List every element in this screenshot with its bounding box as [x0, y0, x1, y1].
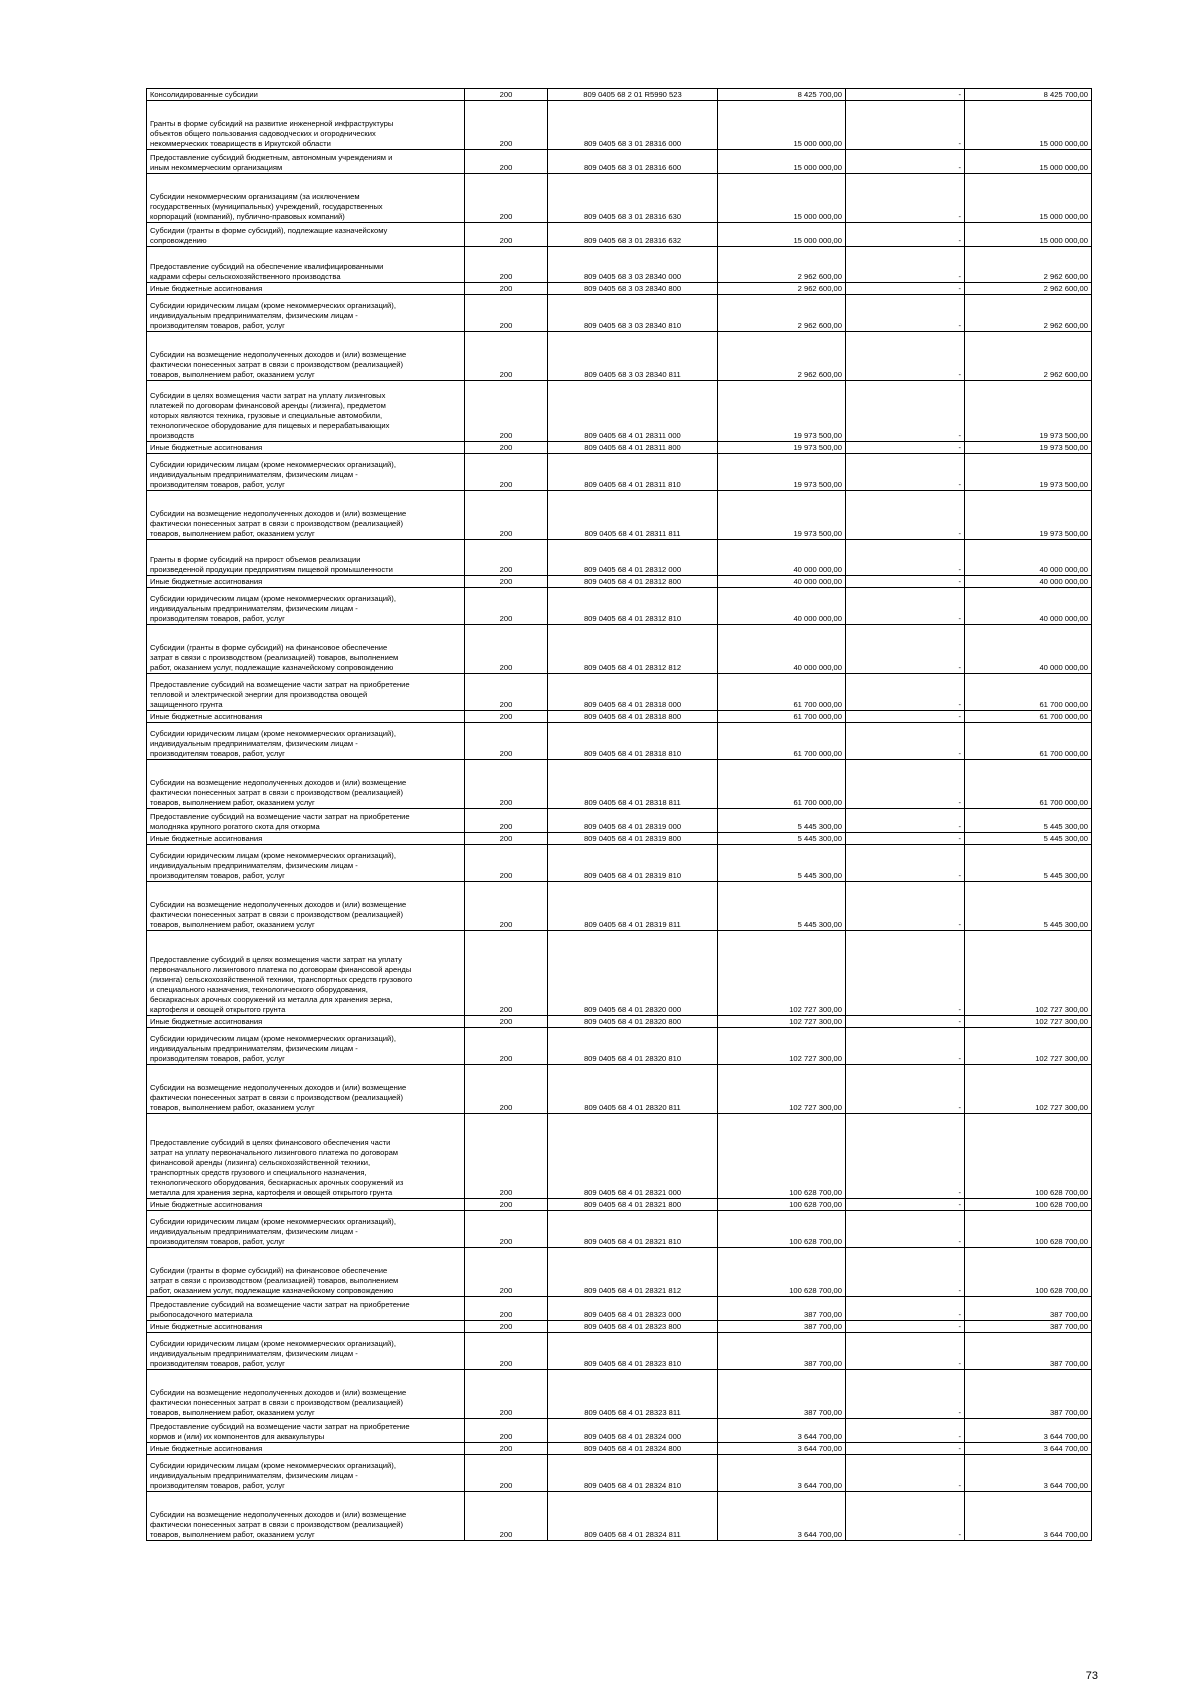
cell-line-code: 200	[465, 1321, 548, 1333]
cell-unexecuted-amount: 15 000 000,00	[965, 101, 1092, 150]
table-row	[147, 845, 1092, 882]
cell-unexecuted-amount: 387 700,00	[965, 1370, 1092, 1419]
cell-approved-amount: 102 727 300,00	[718, 931, 846, 1016]
cell-budget-classification-code: 809 0405 68 4 01 28321 810	[548, 1211, 718, 1248]
table-row	[147, 760, 1092, 809]
cell-budget-classification-code: 809 0405 68 4 01 28312 812	[548, 625, 718, 674]
cell-executed-amount: -	[846, 295, 965, 332]
cell-executed-amount: -	[846, 760, 965, 809]
cell-unexecuted-amount: 61 700 000,00	[965, 723, 1092, 760]
cell-name: Субсидии на возмещение недополученных доходов и (или) возмещение фактически понесенных затрат в связи с производством (реализацией) товаров, выполнением работ, оказанием услуг	[147, 1492, 465, 1541]
cell-approved-amount: 100 628 700,00	[718, 1248, 846, 1297]
cell-approved-amount: 61 700 000,00	[718, 674, 846, 711]
cell-approved-amount: 2 962 600,00	[718, 283, 846, 295]
cell-line-code: 200	[465, 1455, 548, 1492]
cell-line-code: 200	[465, 1114, 548, 1199]
cell-executed-amount: -	[846, 845, 965, 882]
table-row	[147, 931, 1092, 1016]
cell-line-code: 200	[465, 332, 548, 381]
cell-name: Субсидии на возмещение недополученных доходов и (или) возмещение фактически понесенных затрат в связи с производством (реализацией) товаров, выполнением работ, оказанием услуг	[147, 760, 465, 809]
cell-unexecuted-amount: 387 700,00	[965, 1321, 1092, 1333]
cell-line-code: 200	[465, 833, 548, 845]
table-row	[147, 247, 1092, 283]
cell-executed-amount: -	[846, 1016, 965, 1028]
cell-unexecuted-amount: 40 000 000,00	[965, 588, 1092, 625]
cell-line-code: 200	[465, 381, 548, 442]
cell-budget-classification-code: 809 0405 68 4 01 28318 810	[548, 723, 718, 760]
cell-line-code: 200	[465, 1419, 548, 1443]
table-row	[147, 295, 1092, 332]
table-row	[147, 381, 1092, 442]
cell-unexecuted-amount: 102 727 300,00	[965, 931, 1092, 1016]
cell-line-code: 200	[465, 809, 548, 833]
cell-budget-classification-code: 809 0405 68 2 01 R5990 523	[548, 89, 718, 101]
table-row	[147, 1199, 1092, 1211]
cell-unexecuted-amount: 102 727 300,00	[965, 1016, 1092, 1028]
cell-executed-amount: -	[846, 588, 965, 625]
cell-line-code: 200	[465, 174, 548, 223]
table-row	[147, 174, 1092, 223]
cell-executed-amount: -	[846, 1248, 965, 1297]
cell-executed-amount: -	[846, 674, 965, 711]
cell-budget-classification-code: 809 0405 68 4 01 28319 800	[548, 833, 718, 845]
cell-line-code: 200	[465, 845, 548, 882]
cell-name: Субсидии юридическим лицам (кроме некоммерческих организаций), индивидуальным предпринимателям, физическим лицам - производителям товаров, работ, услуг	[147, 588, 465, 625]
cell-executed-amount: -	[846, 625, 965, 674]
table-row	[147, 1492, 1092, 1541]
cell-line-code: 200	[465, 931, 548, 1016]
cell-unexecuted-amount: 3 644 700,00	[965, 1492, 1092, 1541]
table-row	[147, 576, 1092, 588]
cell-approved-amount: 102 727 300,00	[718, 1016, 846, 1028]
cell-name: Иные бюджетные ассигнования	[147, 711, 465, 723]
cell-unexecuted-amount: 15 000 000,00	[965, 150, 1092, 174]
table-row	[147, 882, 1092, 931]
cell-executed-amount: -	[846, 1443, 965, 1455]
cell-unexecuted-amount: 3 644 700,00	[965, 1443, 1092, 1455]
cell-approved-amount: 2 962 600,00	[718, 332, 846, 381]
cell-line-code: 200	[465, 150, 548, 174]
cell-budget-classification-code: 809 0405 68 4 01 28318 811	[548, 760, 718, 809]
cell-approved-amount: 3 644 700,00	[718, 1419, 846, 1443]
cell-budget-classification-code: 809 0405 68 3 03 28340 800	[548, 283, 718, 295]
cell-name: Субсидии юридическим лицам (кроме некоммерческих организаций), индивидуальным предпринимателям, физическим лицам - производителям товаров, работ, услуг	[147, 1333, 465, 1370]
cell-name: Субсидии юридическим лицам (кроме некоммерческих организаций), индивидуальным предпринимателям, физическим лицам - производителям товаров, работ, услуг	[147, 295, 465, 332]
cell-name: Субсидии на возмещение недополученных доходов и (или) возмещение фактически понесенных затрат в связи с производством (реализацией) товаров, выполнением работ, оказанием услуг	[147, 1370, 465, 1419]
cell-line-code: 200	[465, 1443, 548, 1455]
budget-execution-table	[146, 88, 1092, 1541]
table-row	[147, 1370, 1092, 1419]
cell-name: Иные бюджетные ассигнования	[147, 833, 465, 845]
cell-unexecuted-amount: 5 445 300,00	[965, 882, 1092, 931]
cell-executed-amount: -	[846, 1297, 965, 1321]
cell-name: Предоставление субсидий на возмещение части затрат на приобретение тепловой и электрической энергии для производства овощей защищенного грунта	[147, 674, 465, 711]
cell-budget-classification-code: 809 0405 68 4 01 28321 812	[548, 1248, 718, 1297]
cell-unexecuted-amount: 8 425 700,00	[965, 89, 1092, 101]
cell-name: Гранты в форме субсидий на прирост объемов реализации произведенной продукции предприятиям пищевой промышленности	[147, 540, 465, 576]
cell-approved-amount: 102 727 300,00	[718, 1028, 846, 1065]
cell-approved-amount: 40 000 000,00	[718, 576, 846, 588]
cell-budget-classification-code: 809 0405 68 4 01 28312 000	[548, 540, 718, 576]
cell-budget-classification-code: 809 0405 68 4 01 28318 800	[548, 711, 718, 723]
cell-name: Предоставление субсидий на возмещение части затрат на приобретение рыбопосадочного материала	[147, 1297, 465, 1321]
cell-name: Иные бюджетные ассигнования	[147, 1321, 465, 1333]
cell-approved-amount: 3 644 700,00	[718, 1492, 846, 1541]
cell-executed-amount: -	[846, 931, 965, 1016]
table-row	[147, 332, 1092, 381]
cell-unexecuted-amount: 19 973 500,00	[965, 454, 1092, 491]
table-row	[147, 588, 1092, 625]
cell-budget-classification-code: 809 0405 68 4 01 28324 000	[548, 1419, 718, 1443]
cell-line-code: 200	[465, 1297, 548, 1321]
cell-unexecuted-amount: 100 628 700,00	[965, 1211, 1092, 1248]
cell-budget-classification-code: 809 0405 68 4 01 28311 811	[548, 491, 718, 540]
table-row	[147, 1455, 1092, 1492]
cell-approved-amount: 61 700 000,00	[718, 723, 846, 760]
cell-unexecuted-amount: 40 000 000,00	[965, 576, 1092, 588]
cell-unexecuted-amount: 102 727 300,00	[965, 1028, 1092, 1065]
cell-executed-amount: -	[846, 809, 965, 833]
cell-line-code: 200	[465, 882, 548, 931]
cell-line-code: 200	[465, 760, 548, 809]
cell-name: Предоставление субсидий на обеспечение квалифицированными кадрами сферы сельскохозяйственного производства	[147, 247, 465, 283]
cell-unexecuted-amount: 2 962 600,00	[965, 247, 1092, 283]
cell-line-code: 200	[465, 89, 548, 101]
cell-line-code: 200	[465, 1492, 548, 1541]
cell-unexecuted-amount: 19 973 500,00	[965, 491, 1092, 540]
cell-unexecuted-amount: 61 700 000,00	[965, 711, 1092, 723]
cell-approved-amount: 5 445 300,00	[718, 809, 846, 833]
cell-name: Иные бюджетные ассигнования	[147, 283, 465, 295]
table-row	[147, 1016, 1092, 1028]
cell-unexecuted-amount: 15 000 000,00	[965, 223, 1092, 247]
cell-approved-amount: 100 628 700,00	[718, 1114, 846, 1199]
cell-approved-amount: 19 973 500,00	[718, 442, 846, 454]
table-row	[147, 1333, 1092, 1370]
cell-executed-amount: -	[846, 1419, 965, 1443]
cell-budget-classification-code: 809 0405 68 3 01 28316 630	[548, 174, 718, 223]
table-row	[147, 89, 1092, 101]
cell-executed-amount: -	[846, 1211, 965, 1248]
cell-budget-classification-code: 809 0405 68 4 01 28324 800	[548, 1443, 718, 1455]
cell-budget-classification-code: 809 0405 68 3 01 28316 632	[548, 223, 718, 247]
cell-line-code: 200	[465, 1333, 548, 1370]
cell-approved-amount: 2 962 600,00	[718, 247, 846, 283]
cell-name: Субсидии в целях возмещения части затрат на уплату лизинговых платежей по договорам финансовой аренды (лизинга), предметом которых являются техника, грузовые и специальные автомобили, технологическое оборудование для пищевых и перерабатывающих производств	[147, 381, 465, 442]
cell-name: Субсидии юридическим лицам (кроме некоммерческих организаций), индивидуальным предпринимателям, физическим лицам - производителям товаров, работ, услуг	[147, 454, 465, 491]
table-row	[147, 1114, 1092, 1199]
cell-budget-classification-code: 809 0405 68 4 01 28320 811	[548, 1065, 718, 1114]
cell-budget-classification-code: 809 0405 68 4 01 28320 800	[548, 1016, 718, 1028]
cell-name: Субсидии на возмещение недополученных доходов и (или) возмещение фактически понесенных затрат в связи с производством (реализацией) товаров, выполнением работ, оказанием услуг	[147, 332, 465, 381]
cell-executed-amount: -	[846, 101, 965, 150]
table-row	[147, 1443, 1092, 1455]
cell-line-code: 200	[465, 576, 548, 588]
cell-budget-classification-code: 809 0405 68 4 01 28323 800	[548, 1321, 718, 1333]
cell-name: Предоставление субсидий на возмещение части затрат на приобретение кормов и (или) их компонентов для аквакультуры	[147, 1419, 465, 1443]
cell-approved-amount: 40 000 000,00	[718, 588, 846, 625]
cell-budget-classification-code: 809 0405 68 4 01 28320 000	[548, 931, 718, 1016]
cell-unexecuted-amount: 3 644 700,00	[965, 1419, 1092, 1443]
table-row	[147, 1297, 1092, 1321]
table-row	[147, 1321, 1092, 1333]
cell-approved-amount: 3 644 700,00	[718, 1455, 846, 1492]
cell-executed-amount: -	[846, 491, 965, 540]
cell-line-code: 200	[465, 442, 548, 454]
cell-line-code: 200	[465, 588, 548, 625]
cell-executed-amount: -	[846, 1492, 965, 1541]
table-row	[147, 283, 1092, 295]
cell-unexecuted-amount: 5 445 300,00	[965, 833, 1092, 845]
cell-executed-amount: -	[846, 1028, 965, 1065]
cell-line-code: 200	[465, 1065, 548, 1114]
cell-name: Субсидии юридическим лицам (кроме некоммерческих организаций), индивидуальным предпринимателям, физическим лицам - производителям товаров, работ, услуг	[147, 723, 465, 760]
cell-line-code: 200	[465, 1016, 548, 1028]
cell-budget-classification-code: 809 0405 68 4 01 28311 800	[548, 442, 718, 454]
cell-approved-amount: 19 973 500,00	[718, 454, 846, 491]
cell-name: Предоставление субсидий в целях финансового обеспечения части затрат на уплату первоначального лизингового платежа по договорам финансовой аренды (лизинга) сельскохозяйственной техники, транспортных средств грузового и специального назначения, технологического оборудования, бескаркасных арочных сооружений из металла для хранения зерна, картофеля и овощей открытого грунта	[147, 1114, 465, 1199]
cell-approved-amount: 5 445 300,00	[718, 833, 846, 845]
cell-budget-classification-code: 809 0405 68 4 01 28324 810	[548, 1455, 718, 1492]
table-row	[147, 1419, 1092, 1443]
cell-budget-classification-code: 809 0405 68 3 03 28340 810	[548, 295, 718, 332]
cell-line-code: 200	[465, 247, 548, 283]
cell-line-code: 200	[465, 223, 548, 247]
cell-executed-amount: -	[846, 723, 965, 760]
cell-executed-amount: -	[846, 1114, 965, 1199]
cell-executed-amount: -	[846, 882, 965, 931]
cell-line-code: 200	[465, 283, 548, 295]
cell-line-code: 200	[465, 723, 548, 760]
cell-line-code: 200	[465, 1211, 548, 1248]
cell-unexecuted-amount: 100 628 700,00	[965, 1199, 1092, 1211]
cell-executed-amount: -	[846, 1321, 965, 1333]
cell-budget-classification-code: 809 0405 68 4 01 28319 811	[548, 882, 718, 931]
cell-name: Субсидии на возмещение недополученных доходов и (или) возмещение фактически понесенных затрат в связи с производством (реализацией) товаров, выполнением работ, оказанием услуг	[147, 882, 465, 931]
cell-approved-amount: 387 700,00	[718, 1333, 846, 1370]
cell-name: Иные бюджетные ассигнования	[147, 1016, 465, 1028]
cell-executed-amount: -	[846, 89, 965, 101]
cell-budget-classification-code: 809 0405 68 4 01 28324 811	[548, 1492, 718, 1541]
cell-unexecuted-amount: 3 644 700,00	[965, 1455, 1092, 1492]
cell-approved-amount: 40 000 000,00	[718, 625, 846, 674]
cell-executed-amount: -	[846, 442, 965, 454]
cell-name: Иные бюджетные ассигнования	[147, 576, 465, 588]
cell-line-code: 200	[465, 540, 548, 576]
cell-budget-classification-code: 809 0405 68 4 01 28319 000	[548, 809, 718, 833]
cell-line-code: 200	[465, 454, 548, 491]
cell-name: Иные бюджетные ассигнования	[147, 1199, 465, 1211]
cell-approved-amount: 387 700,00	[718, 1370, 846, 1419]
cell-approved-amount: 40 000 000,00	[718, 540, 846, 576]
cell-approved-amount: 19 973 500,00	[718, 381, 846, 442]
cell-executed-amount: -	[846, 150, 965, 174]
table-row	[147, 491, 1092, 540]
cell-executed-amount: -	[846, 174, 965, 223]
cell-executed-amount: -	[846, 1370, 965, 1419]
cell-executed-amount: -	[846, 247, 965, 283]
cell-budget-classification-code: 809 0405 68 4 01 28321 800	[548, 1199, 718, 1211]
cell-budget-classification-code: 809 0405 68 4 01 28323 000	[548, 1297, 718, 1321]
cell-line-code: 200	[465, 1370, 548, 1419]
cell-approved-amount: 102 727 300,00	[718, 1065, 846, 1114]
cell-budget-classification-code: 809 0405 68 4 01 28321 000	[548, 1114, 718, 1199]
cell-approved-amount: 2 962 600,00	[718, 295, 846, 332]
cell-budget-classification-code: 809 0405 68 3 01 28316 000	[548, 101, 718, 150]
cell-executed-amount: -	[846, 833, 965, 845]
cell-approved-amount: 100 628 700,00	[718, 1211, 846, 1248]
cell-budget-classification-code: 809 0405 68 4 01 28312 800	[548, 576, 718, 588]
table-row	[147, 833, 1092, 845]
cell-name: Субсидии некоммерческим организациям (за исключением государственных (муниципальных) учреждений, государственных корпораций (компаний), публично-правовых компаний)	[147, 174, 465, 223]
table-row	[147, 540, 1092, 576]
cell-name: Субсидии юридическим лицам (кроме некоммерческих организаций), индивидуальным предпринимателям, физическим лицам - производителям товаров, работ, услуг	[147, 1211, 465, 1248]
cell-approved-amount: 15 000 000,00	[718, 150, 846, 174]
cell-line-code: 200	[465, 674, 548, 711]
cell-executed-amount: -	[846, 454, 965, 491]
cell-name: Консолидированные субсидии	[147, 89, 465, 101]
cell-unexecuted-amount: 387 700,00	[965, 1333, 1092, 1370]
cell-executed-amount: -	[846, 381, 965, 442]
cell-executed-amount: -	[846, 332, 965, 381]
table-row	[147, 1028, 1092, 1065]
cell-budget-classification-code: 809 0405 68 3 03 28340 811	[548, 332, 718, 381]
table-row	[147, 723, 1092, 760]
table-row	[147, 809, 1092, 833]
cell-budget-classification-code: 809 0405 68 4 01 28311 000	[548, 381, 718, 442]
cell-executed-amount: -	[846, 1333, 965, 1370]
cell-name: Предоставление субсидий бюджетным, автономным учреждениям и иным некоммерческим организациям	[147, 150, 465, 174]
table-row	[147, 625, 1092, 674]
table-row	[147, 223, 1092, 247]
cell-name: Субсидии (гранты в форме субсидий) на финансовое обеспечение затрат в связи с производством (реализацией) товаров, выполнением работ, оказанием услуг, подлежащие казначейскому сопровождению	[147, 625, 465, 674]
cell-unexecuted-amount: 100 628 700,00	[965, 1248, 1092, 1297]
cell-unexecuted-amount: 40 000 000,00	[965, 540, 1092, 576]
cell-name: Гранты в форме субсидий на развитие инженерной инфраструктуры объектов общего пользования садоводческих и огороднических некоммерческих товариществ в Иркутской области	[147, 101, 465, 150]
cell-budget-classification-code: 809 0405 68 3 01 28316 600	[548, 150, 718, 174]
cell-line-code: 200	[465, 1199, 548, 1211]
cell-approved-amount: 5 445 300,00	[718, 882, 846, 931]
cell-name: Субсидии на возмещение недополученных доходов и (или) возмещение фактически понесенных затрат в связи с производством (реализацией) товаров, выполнением работ, оказанием услуг	[147, 491, 465, 540]
cell-approved-amount: 387 700,00	[718, 1297, 846, 1321]
cell-unexecuted-amount: 100 628 700,00	[965, 1114, 1092, 1199]
cell-name: Субсидии юридическим лицам (кроме некоммерческих организаций), индивидуальным предпринимателям, физическим лицам - производителям товаров, работ, услуг	[147, 1028, 465, 1065]
cell-executed-amount: -	[846, 223, 965, 247]
cell-budget-classification-code: 809 0405 68 4 01 28319 810	[548, 845, 718, 882]
table-row	[147, 674, 1092, 711]
table-row	[147, 442, 1092, 454]
cell-unexecuted-amount: 19 973 500,00	[965, 381, 1092, 442]
cell-unexecuted-amount: 19 973 500,00	[965, 442, 1092, 454]
cell-unexecuted-amount: 387 700,00	[965, 1297, 1092, 1321]
cell-line-code: 200	[465, 1248, 548, 1297]
cell-unexecuted-amount: 40 000 000,00	[965, 625, 1092, 674]
table-row	[147, 1248, 1092, 1297]
cell-unexecuted-amount: 102 727 300,00	[965, 1065, 1092, 1114]
cell-approved-amount: 15 000 000,00	[718, 174, 846, 223]
cell-unexecuted-amount: 5 445 300,00	[965, 809, 1092, 833]
cell-line-code: 200	[465, 101, 548, 150]
table-row	[147, 1211, 1092, 1248]
cell-line-code: 200	[465, 625, 548, 674]
cell-budget-classification-code: 809 0405 68 4 01 28320 810	[548, 1028, 718, 1065]
cell-name: Субсидии юридическим лицам (кроме некоммерческих организаций), индивидуальным предпринимателям, физическим лицам - производителям товаров, работ, услуг	[147, 1455, 465, 1492]
cell-approved-amount: 15 000 000,00	[718, 223, 846, 247]
cell-unexecuted-amount: 2 962 600,00	[965, 332, 1092, 381]
cell-line-code: 200	[465, 711, 548, 723]
table-row	[147, 150, 1092, 174]
cell-budget-classification-code: 809 0405 68 4 01 28311 810	[548, 454, 718, 491]
cell-unexecuted-amount: 2 962 600,00	[965, 295, 1092, 332]
cell-name: Субсидии (гранты в форме субсидий) на финансовое обеспечение затрат в связи с производством (реализацией) товаров, выполнением работ, оказанием услуг, подлежащие казначейскому сопровождению	[147, 1248, 465, 1297]
cell-unexecuted-amount: 2 962 600,00	[965, 283, 1092, 295]
cell-name: Субсидии юридическим лицам (кроме некоммерческих организаций), индивидуальным предпринимателям, физическим лицам - производителям товаров, работ, услуг	[147, 845, 465, 882]
table-row	[147, 454, 1092, 491]
cell-executed-amount: -	[846, 540, 965, 576]
cell-line-code: 200	[465, 491, 548, 540]
cell-line-code: 200	[465, 295, 548, 332]
cell-budget-classification-code: 809 0405 68 4 01 28323 810	[548, 1333, 718, 1370]
cell-unexecuted-amount: 5 445 300,00	[965, 845, 1092, 882]
cell-approved-amount: 19 973 500,00	[718, 491, 846, 540]
cell-approved-amount: 3 644 700,00	[718, 1443, 846, 1455]
cell-budget-classification-code: 809 0405 68 4 01 28312 810	[548, 588, 718, 625]
cell-budget-classification-code: 809 0405 68 4 01 28323 811	[548, 1370, 718, 1419]
cell-approved-amount: 61 700 000,00	[718, 760, 846, 809]
cell-approved-amount: 5 445 300,00	[718, 845, 846, 882]
cell-approved-amount: 8 425 700,00	[718, 89, 846, 101]
page-number: 73	[1085, 1670, 1098, 1682]
cell-approved-amount: 387 700,00	[718, 1321, 846, 1333]
cell-name: Предоставление субсидий на возмещение части затрат на приобретение молодняка крупного рогатого скота для откорма	[147, 809, 465, 833]
table-row	[147, 1065, 1092, 1114]
cell-name: Иные бюджетные ассигнования	[147, 1443, 465, 1455]
cell-unexecuted-amount: 15 000 000,00	[965, 174, 1092, 223]
cell-budget-classification-code: 809 0405 68 4 01 28318 000	[548, 674, 718, 711]
cell-unexecuted-amount: 61 700 000,00	[965, 674, 1092, 711]
cell-name: Предоставление субсидий в целях возмещения части затрат на уплату первоначального лизингового платежа по договорам финансовой аренды (лизинга) сельскохозяйственной техники, транспортных средств грузового и специального назначения, технологического оборудования, бескаркасных арочных сооружений из металла для хранения зерна, картофеля и овощей открытого грунта	[147, 931, 465, 1016]
cell-name: Субсидии на возмещение недополученных доходов и (или) возмещение фактически понесенных затрат в связи с производством (реализацией) товаров, выполнением работ, оказанием услуг	[147, 1065, 465, 1114]
cell-budget-classification-code: 809 0405 68 3 03 28340 000	[548, 247, 718, 283]
cell-executed-amount: -	[846, 1199, 965, 1211]
cell-approved-amount: 100 628 700,00	[718, 1199, 846, 1211]
table-row	[147, 711, 1092, 723]
cell-name: Субсидии (гранты в форме субсидий), подлежащие казначейскому сопровождению	[147, 223, 465, 247]
cell-unexecuted-amount: 61 700 000,00	[965, 760, 1092, 809]
cell-executed-amount: -	[846, 711, 965, 723]
table-row	[147, 101, 1092, 150]
cell-executed-amount: -	[846, 576, 965, 588]
table-body	[147, 89, 1092, 1541]
cell-name: Иные бюджетные ассигнования	[147, 442, 465, 454]
cell-executed-amount: -	[846, 1065, 965, 1114]
cell-line-code: 200	[465, 1028, 548, 1065]
cell-approved-amount: 15 000 000,00	[718, 101, 846, 150]
cell-executed-amount: -	[846, 1455, 965, 1492]
cell-executed-amount: -	[846, 283, 965, 295]
cell-approved-amount: 61 700 000,00	[718, 711, 846, 723]
